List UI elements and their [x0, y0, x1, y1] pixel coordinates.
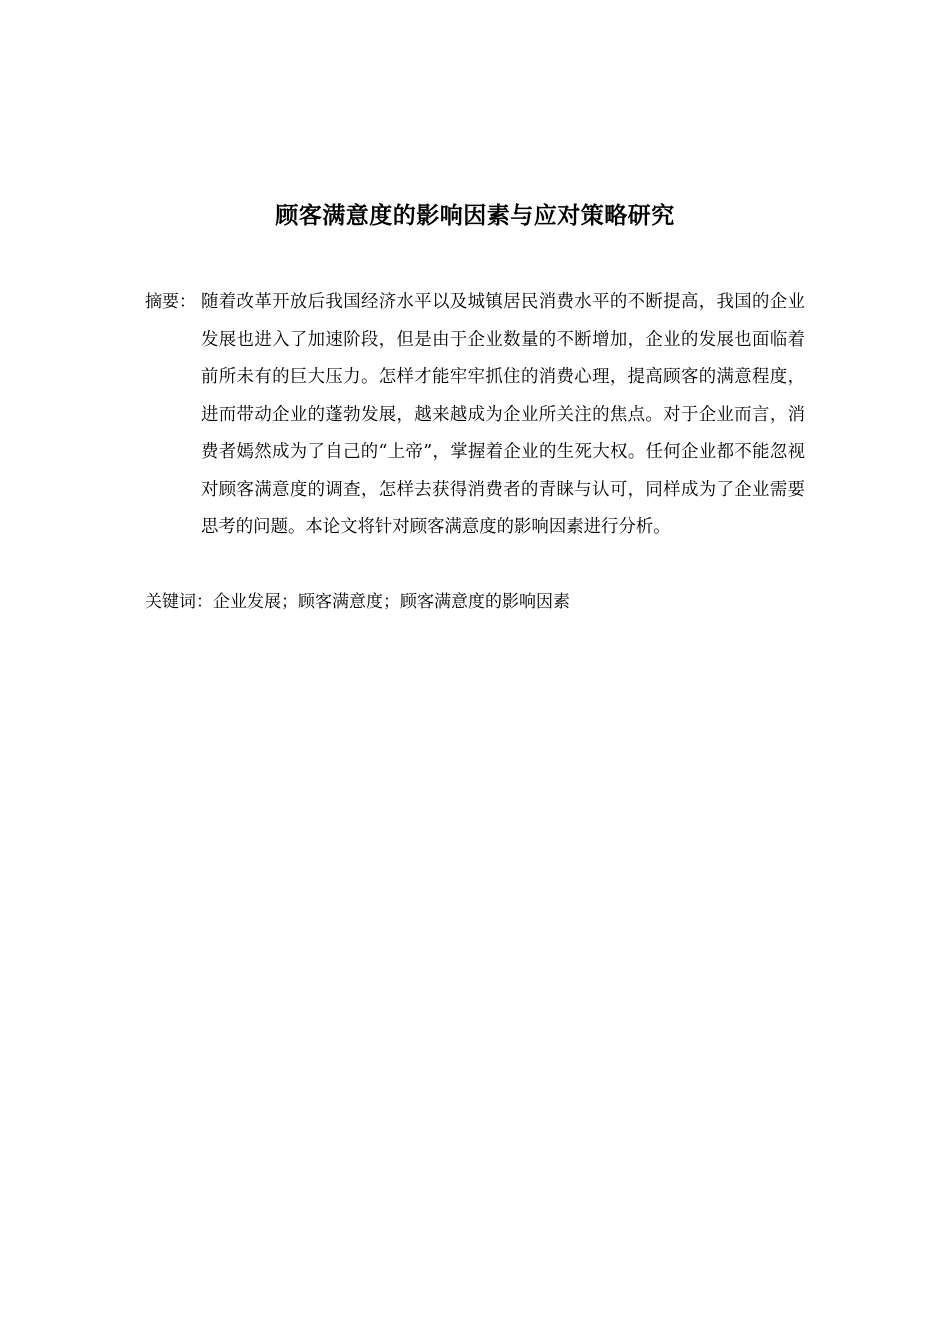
- abstract-section: [145, 284, 805, 547]
- keywords-section: [145, 584, 805, 622]
- page-title: 顾客满意度的影响因素与应对策略研究: [275, 203, 675, 229]
- abstract-text: 随着改革开放后我国经济水平以及城镇居民消费水平的不断提高，我国的企业发展也进入了加速阶段，但是由于企业数量的不断增加，企业的发展也面临着前所未有的巨大压力。怎样才能牢牢抓住的消费心理，提高顾客的满意程度，进而带动企业的蓬勃发展，越来越成为企业所关注的焦点。对于企业而言，消费者嫣然成为了自己的“上帝”，掌握着企业的生死大权。任何企业都不能忽视对顾客满意度的调查，怎样去获得消费者的青睐与认可，同样成为了企业需要思考的问题。本论文将针对顾客满意度的影响因素进行分析。: [201, 292, 805, 537]
- keywords-label: 关键词：: [145, 592, 213, 612]
- abstract-label: 摘要：: [145, 292, 196, 312]
- keywords-text: 企业发展；顾客满意度；顾客满意度的影响因素: [213, 592, 570, 612]
